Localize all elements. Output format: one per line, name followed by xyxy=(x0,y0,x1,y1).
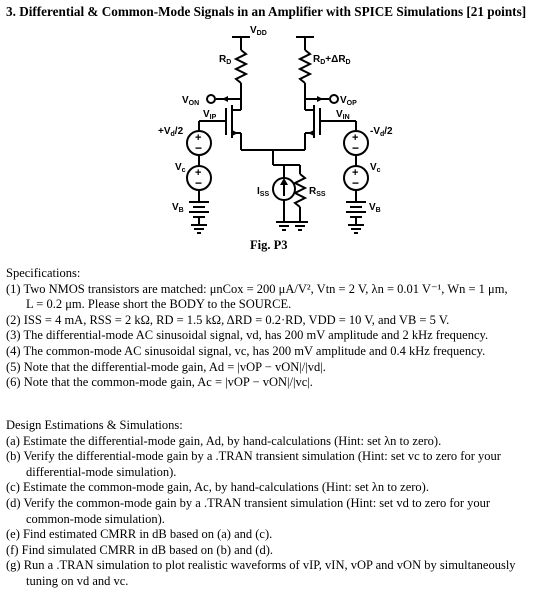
spec-item: L = 0.2 μm. Please short the BODY to the SOURCE. xyxy=(26,297,292,312)
nmos-left-arrow xyxy=(232,130,238,136)
rd-right-label: $R_D+\Delta R_D$ xyxy=(313,54,351,66)
vb-left-label: $V_B$ xyxy=(172,202,184,214)
vd-pos-label: $+V_d/2$ xyxy=(158,126,184,138)
design-item: differential-mode simulation). xyxy=(26,464,177,479)
vop-node xyxy=(330,95,338,103)
vd-left-minus: − xyxy=(195,141,203,155)
rd-left-label: $R_D$ xyxy=(219,54,232,66)
problem-title: 3. Differential & Common-Mode Signals in an Amplifier with SPICE Simulations [21 points] xyxy=(6,4,527,19)
vd-right-plus: + xyxy=(352,132,359,144)
design-item: common-mode simulation). xyxy=(26,511,165,526)
spec-item: (4) The common-mode AC sinusoidal signal, vc, has 200 mV amplitude and 0.4 kHz frequency. xyxy=(6,343,486,358)
design-section xyxy=(6,418,551,590)
rd-right-resistor xyxy=(300,50,310,83)
rss-resistor xyxy=(295,174,305,207)
vc-left-label: $V_c$ xyxy=(175,162,186,174)
vc-left-minus: − xyxy=(195,176,203,190)
vc-right-minus: − xyxy=(352,176,360,190)
design-item: tuning on vd and vc. xyxy=(26,573,129,588)
design-item: (g) Run a .TRAN simulation to plot realistic waveforms of vIP, vIN, vOP and vON by simultaneously xyxy=(6,558,516,573)
circuit-schematic xyxy=(0,0,555,260)
vc-left-plus: + xyxy=(195,167,202,179)
vip-label: $V_{IP}$ xyxy=(203,109,217,121)
spec-item: (2) ISS = 4 mA, RSS = 2 kΩ, RD = 1.5 kΩ, ΔRD = 0.2·RD, VDD = 10 V, and VB = 5 V. xyxy=(6,312,450,327)
spec-item: (6) Note that the common-mode gain, Ac = |vOP − vON|/|vc|. xyxy=(6,375,313,390)
design-item: (d) Verify the common-mode gain by a .TRAN transient simulation (Hint: set vd to zero for your xyxy=(6,495,491,510)
figure-caption: Fig. P3 xyxy=(250,238,288,252)
vop-label: $V_{OP}$ xyxy=(340,95,357,107)
von-arrow xyxy=(222,96,228,102)
rd-left-resistor xyxy=(236,50,246,83)
von-label: $V_{ON}$ xyxy=(182,95,200,107)
specifications-section xyxy=(6,266,551,391)
vop-arrow xyxy=(317,96,323,102)
design-item: (c) Estimate the common-mode gain, Ac, by hand-calculations (Hint: set λn to zero). xyxy=(6,480,429,495)
specifications-heading: Specifications: xyxy=(6,266,81,280)
design-item: (a) Estimate the differential-mode gain, Ad, by hand-calculations (Hint: set λn to zero). xyxy=(6,433,442,448)
design-heading: Design Estimations & Simulations: xyxy=(6,418,183,432)
spec-item: (3) The differential-mode AC sinusoidal signal, vd, has 200 mV amplitude and 2 kHz frequency. xyxy=(6,328,489,343)
rss-label: $R_{SS}$ xyxy=(309,186,326,198)
vb-right-label: $V_B$ xyxy=(369,202,381,214)
spec-item: (5) Note that the differential-mode gain, Ad = |vOP − vON|/|vd|. xyxy=(6,359,326,374)
vd-neg-label: $-V_d/2$ xyxy=(370,126,393,138)
design-item: (b) Verify the differential-mode gain by a .TRAN transient simulation (Hint: set vc to zero for your xyxy=(6,449,501,464)
vc-right-plus: + xyxy=(352,167,359,179)
nmos-right xyxy=(305,105,359,150)
vdd-label: $V_{DD}$ xyxy=(250,25,267,37)
design-item: (f) Find simulated CMRR in dB based on (b) and (d). xyxy=(6,542,273,557)
nmos-right-arrow xyxy=(308,130,314,136)
vd-right-minus: − xyxy=(352,141,360,155)
spec-item: (1) Two NMOS transistors are matched: μnCox = 200 μA/V², Vtn = 2 V, λn = 0.01 V⁻¹, Wn = 1 μm, xyxy=(6,281,508,296)
von-node xyxy=(207,95,215,103)
vc-right-label: $V_c$ xyxy=(370,162,381,174)
vd-left-plus: + xyxy=(195,132,202,144)
iss-label: $I_{SS}$ xyxy=(257,186,270,198)
vin-label: $V_{IN}$ xyxy=(336,109,350,121)
design-item: (e) Find estimated CMRR in dB based on (a) and (c). xyxy=(6,527,273,542)
